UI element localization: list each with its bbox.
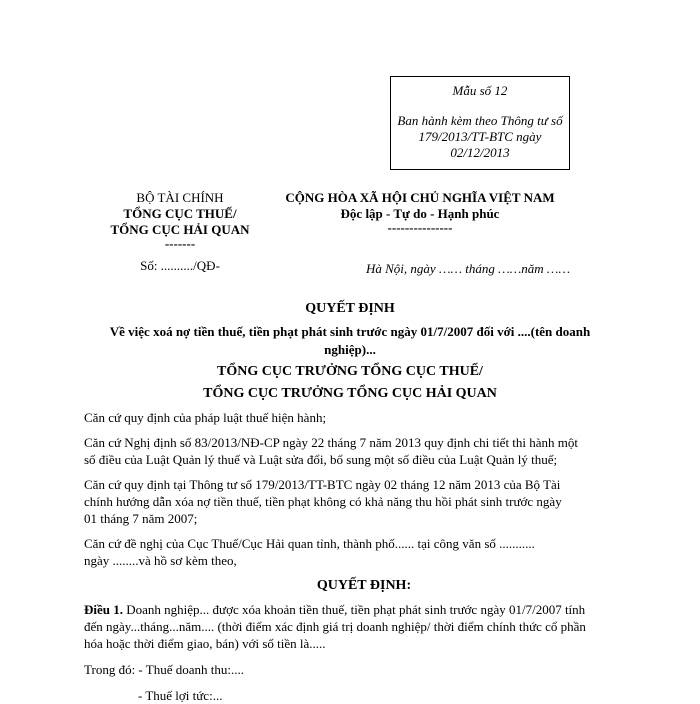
legal-basis-4 bbox=[84, 535, 644, 569]
subject-line-2: nghiệp)... bbox=[324, 342, 376, 357]
form-issued-line-2: 179/2013/TT-BTC ngày bbox=[418, 129, 542, 144]
article-1 bbox=[84, 601, 644, 652]
department-line-2: TỔNG CỤC HẢI QUAN bbox=[110, 222, 250, 237]
department-line-1: TỔNG CỤC THUẾ/ bbox=[123, 206, 237, 221]
national-motto: Độc lập - Tự do - Hạnh phúc bbox=[340, 206, 500, 221]
form-info-box bbox=[390, 76, 570, 170]
article-1-line-2: đến ngày...tháng...năm.... (thời điểm xác định giá trị doanh nghiệp/ thời điểm chính thức cổ phần bbox=[84, 619, 586, 634]
form-issued-line-3: 02/12/2013 bbox=[450, 145, 510, 160]
article-1-label: Điều 1. bbox=[84, 602, 123, 617]
title-block bbox=[60, 300, 640, 404]
form-issued-line-1: Ban hành kèm theo Thông tư số bbox=[397, 113, 563, 128]
tax-detail-1: Trong đó: - Thuế doanh thu:.... bbox=[84, 662, 244, 677]
right-separator: --------------- bbox=[387, 220, 453, 235]
legal-basis-2-line-2: số điều của Luật Quản lý thuế và Luật sửa đổi, bổ sung một số điều của Luật Quản lý thuế; bbox=[84, 452, 558, 467]
legal-basis-3-line-2: chính hướng dẫn xóa nợ tiền thuế, tiền phạt không có khả năng thu hồi phát sinh trước ngày bbox=[84, 494, 562, 509]
legal-basis-4-line-2: ngày ........và hồ sơ kèm theo, bbox=[84, 553, 237, 568]
legal-basis-3-line-3: 01 tháng 7 năm 2007; bbox=[84, 511, 198, 526]
legal-basis-2 bbox=[84, 434, 644, 468]
form-code: Mẫu số 12 bbox=[452, 83, 508, 98]
document-title: QUYẾT ĐỊNH bbox=[305, 301, 395, 316]
subject-line-1: Về việc xoá nợ tiền thuế, tiền phạt phát sinh trước ngày 01/7/2007 đối với ....(tên doanh bbox=[109, 324, 591, 339]
article-1-line-3: hóa hoặc thời điểm giao, bán) với số tiền là..... bbox=[84, 636, 326, 651]
place-date-line: Hà Nội, ngày …… tháng ……năm …… bbox=[366, 261, 571, 276]
left-separator: ------- bbox=[164, 236, 196, 251]
legal-basis-4-line-1: Căn cứ đề nghị của Cục Thuế/Cục Hải quan tỉnh, thành phố...... tại công văn số ........... bbox=[84, 536, 535, 551]
ministry-name: BỘ TÀI CHÍNH bbox=[136, 190, 224, 205]
authority-line-1: TỔNG CỤC TRƯỞNG TỔNG CỤC THUẾ/ bbox=[217, 364, 483, 379]
legal-basis-3-line-1: Căn cứ quy định tại Thông tư số 179/2013/TT-BTC ngày 02 tháng 12 năm 2013 của Bộ Tài bbox=[84, 477, 561, 492]
authority-line-2: TỔNG CỤC TRƯỞNG TỔNG CỤC HẢI QUAN bbox=[203, 386, 497, 401]
legal-basis-2-line-1: Căn cứ Nghị định số 83/2013/NĐ-CP ngày 22 tháng 7 năm 2013 quy định chi tiết thi hành một bbox=[84, 435, 579, 450]
document-body bbox=[84, 409, 644, 704]
tax-detail-2: - Thuế lợi tức:... bbox=[138, 688, 223, 703]
legal-basis-1: Căn cứ quy định của pháp luật thuế hiện hành; bbox=[84, 410, 327, 425]
article-1-text: Doanh nghiệp... được xóa khoản tiền thuế, tiền phạt phát sinh trước ngày 01/7/2007 tính bbox=[123, 602, 586, 617]
legal-basis-3 bbox=[84, 476, 644, 527]
article-1-line-1 bbox=[84, 601, 644, 618]
right-header bbox=[270, 190, 570, 234]
document-number: Số: ........../QĐ- bbox=[140, 258, 220, 273]
country-name: CỘNG HÒA XÃ HỘI CHỦ NGHĨA VIỆT NAM bbox=[285, 190, 555, 205]
decision-heading: QUYẾT ĐỊNH: bbox=[316, 578, 412, 593]
left-header bbox=[85, 190, 275, 274]
